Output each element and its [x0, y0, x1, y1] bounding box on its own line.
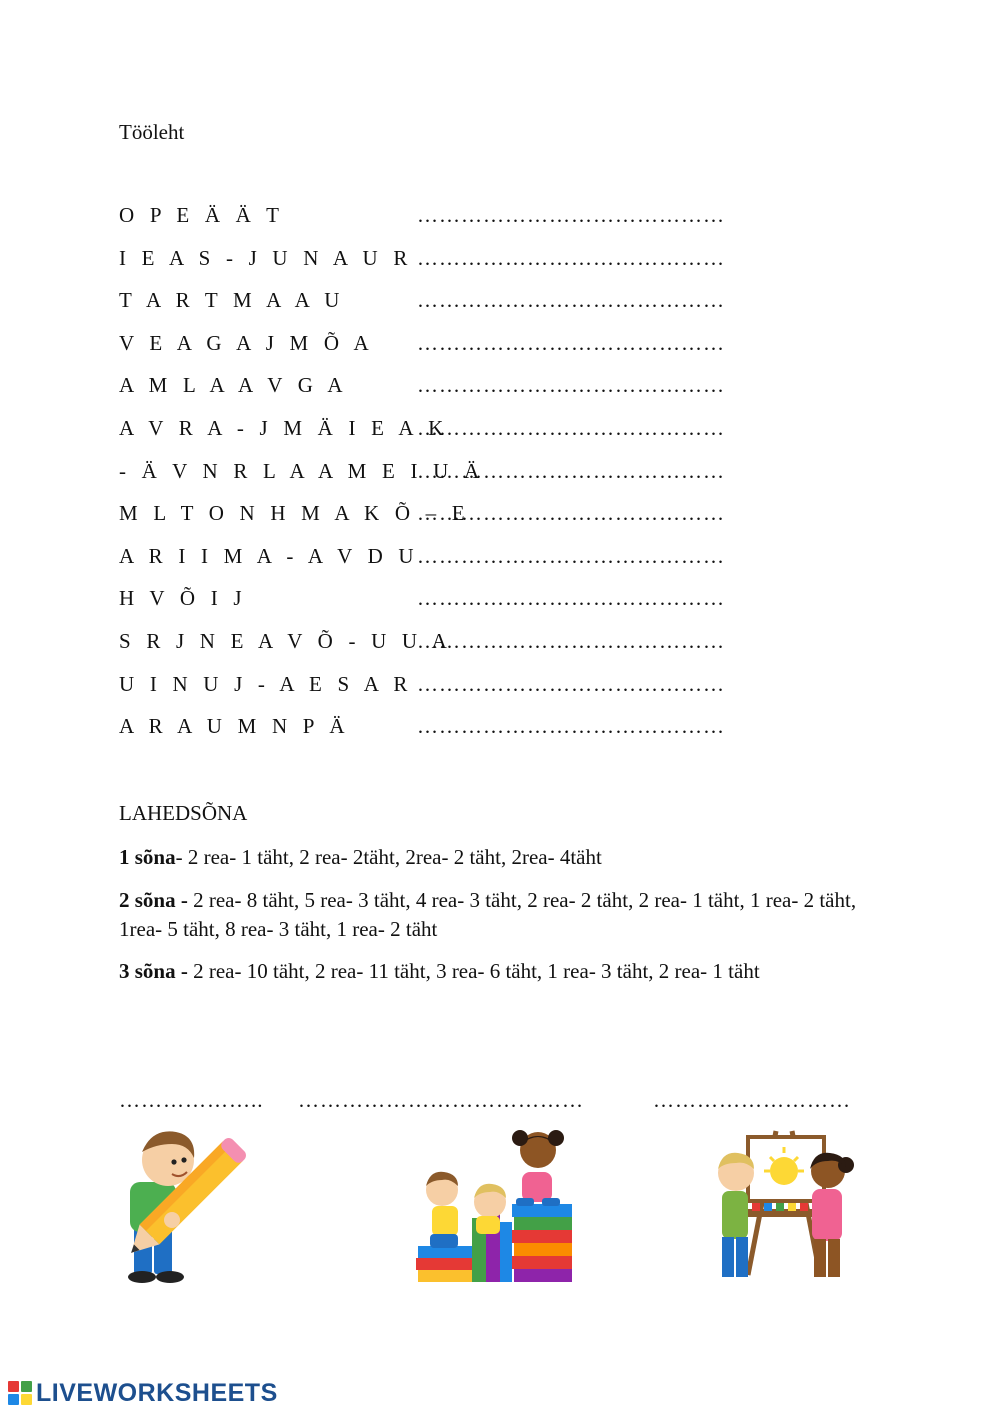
answer-field-word-3[interactable]: ………………………: [653, 1088, 851, 1112]
answer-field[interactable]: ……………………………………: [417, 543, 725, 568]
word-row: [119, 586, 759, 629]
word-row: [119, 714, 759, 757]
scrambled-word: O P E Ä Ä T: [119, 203, 285, 227]
scrambled-word: - Ä V N R L A A M E I U Ä: [119, 458, 485, 483]
scrambled-word: A R I I M A - A V D U: [119, 543, 419, 568]
word-row: [119, 246, 759, 289]
word-row: [119, 288, 759, 331]
word-list: [119, 203, 759, 757]
answer-field[interactable]: ……………………………………: [417, 330, 725, 355]
hint-label: 2 sõna -: [119, 888, 188, 912]
scrambled-word: A M L A A V G A: [119, 373, 348, 398]
hints-heading: LAHEDSÕNA: [119, 801, 248, 825]
scrambled-word: H V Õ I J: [119, 586, 247, 611]
word-row: [119, 501, 759, 544]
hint-word-1: [119, 843, 889, 872]
scrambled-word: T A R T M A A U: [119, 288, 345, 313]
word-row: [119, 331, 759, 374]
hint-label: 1 sõna: [119, 845, 176, 869]
kids-painting-image: [708, 1125, 878, 1285]
word-row: [119, 373, 759, 416]
answer-field[interactable]: ……………………………………: [417, 714, 725, 739]
hint-text: 2 rea- 8 täht, 5 rea- 3 täht, 4 rea- 3 täht, 2 rea- 2 täht, 2 rea- 1 täht, 1 rea- 2 täht, 1rea- 5 täht, 8 rea- 3 täht, 1 rea- 2 täht: [119, 888, 857, 941]
brand-text: LIVEWORKSHEETS: [36, 1378, 278, 1407]
scrambled-word: S R J N E A V Õ - U U A: [119, 628, 452, 653]
hint-text: 2 rea- 10 täht, 2 rea- 11 täht, 3 rea- 6 täht, 1 rea- 3 täht, 2 rea- 1 täht: [187, 959, 760, 983]
scrambled-word: M L T O N H M A K Õ – E: [119, 501, 470, 526]
word-row: [119, 544, 759, 587]
answer-field-word-2[interactable]: …………………………………: [298, 1088, 584, 1112]
word-row: [119, 416, 759, 459]
hint-label: 3 sõna -: [119, 959, 188, 983]
answer-field[interactable]: ……………………………………: [417, 586, 725, 611]
boy-with-pencil-image: [112, 1122, 252, 1287]
word-row: [119, 459, 759, 502]
word-row: [119, 629, 759, 672]
answer-field[interactable]: ……………………………………: [417, 628, 725, 653]
word-row: [119, 672, 759, 715]
scrambled-word: U I N U J - A E S A R: [119, 671, 413, 696]
scrambled-word: I E A S - J U N A U R: [119, 245, 413, 270]
word-row: [119, 203, 759, 246]
answer-field[interactable]: ……………………………………: [417, 373, 725, 398]
answer-field[interactable]: ……………………………………: [417, 501, 725, 526]
answer-field[interactable]: ……………………………………: [417, 415, 725, 440]
scrambled-word: A R A U M N P Ä: [119, 714, 350, 739]
answer-field[interactable]: ……………………………………: [417, 245, 725, 270]
scrambled-word: A V R A - J M Ä I E A K: [119, 415, 449, 440]
hint-word-3: [119, 957, 889, 986]
answer-field[interactable]: ……………………………………: [417, 288, 725, 313]
hint-word-2: [119, 886, 889, 944]
answer-field-word-1[interactable]: ………………..: [119, 1088, 264, 1112]
answer-field[interactable]: ……………………………………: [417, 458, 725, 483]
hint-text: - 2 rea- 1 täht, 2 rea- 2täht, 2rea- 2 täht, 2rea- 4täht: [175, 845, 602, 869]
answer-field[interactable]: ……………………………………: [417, 671, 725, 696]
scrambled-word: V E A G A J M Õ A: [119, 330, 374, 355]
answer-field[interactable]: ……………………………………: [417, 203, 725, 227]
kids-with-books-image: [410, 1122, 580, 1287]
logo-blocks-icon: [8, 1381, 32, 1405]
page-title: Tööleht: [119, 120, 185, 144]
liveworksheets-logo: [8, 1378, 278, 1408]
